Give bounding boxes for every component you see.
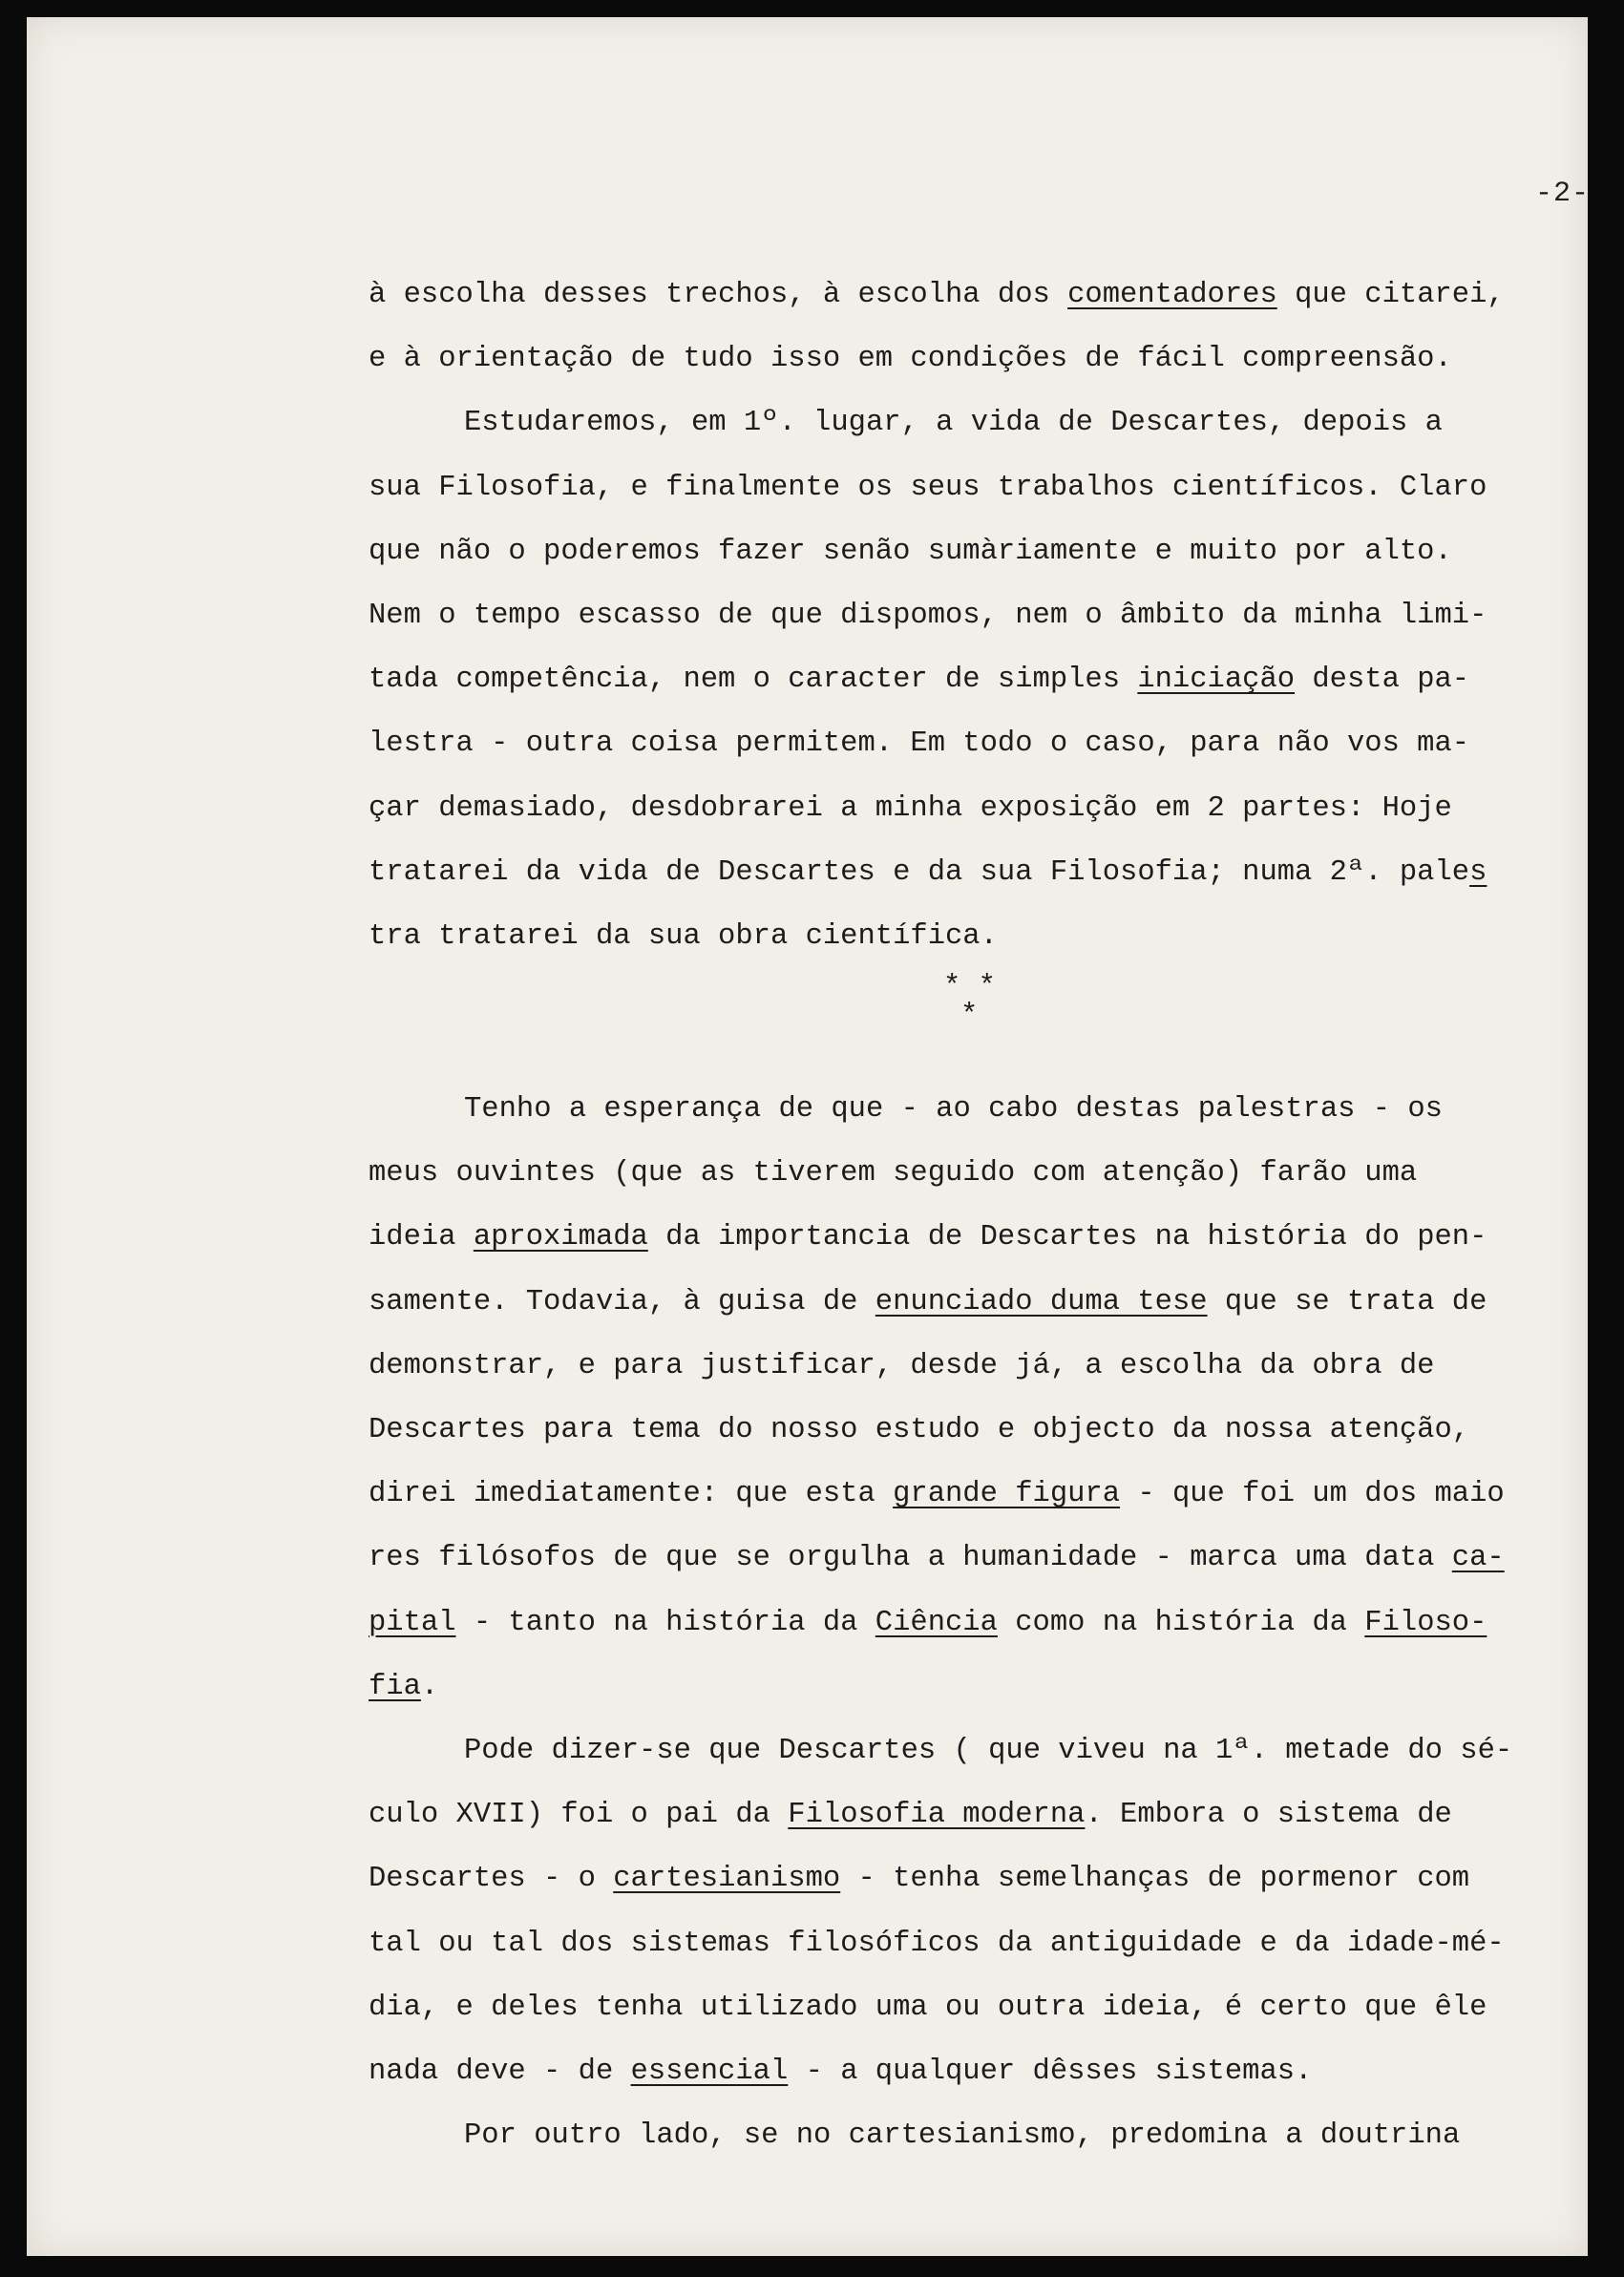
text-run: tal ou tal dos sistemas filosóficos da antiguidade e da idade-mé- [369,1927,1505,1960]
text-line [369,1142,1610,1206]
underlined-text: Filosofia moderna [788,1799,1086,1832]
text-run: Pode dizer-se que Descartes ( que viveu na 1ª. metade do sé- [464,1734,1513,1767]
text-line [369,264,1610,327]
underlined-text: Filoso- [1364,1606,1487,1639]
text-run: lestra - outra coisa permitem. Em todo o caso, para não vos ma- [369,727,1470,761]
text-line [369,327,1610,391]
text-run: Descartes para tema do nosso estudo e objecto da nossa atenção, [369,1414,1470,1446]
text-run: çar demasiado, desdobrarei a minha exposição em 2 partes: Hoje [369,791,1452,825]
text-run: ideia [369,1221,474,1254]
text-line [369,777,1610,841]
text-line [369,1783,1610,1847]
text-line [369,1527,1610,1591]
underlined-text: enunciado duma tese [875,1285,1208,1318]
underlined-text: fia [369,1670,421,1703]
text-run: como na história da [997,1606,1365,1639]
text-run: dia, e deles tenha utilizado uma ou outra ideia, é certo que êle [369,1991,1487,2024]
text-line [369,520,1610,584]
text-line [369,905,1610,969]
text-line [369,1271,1610,1335]
text-run: demonstrar, e para justificar, desde já, a escolha da obra de [369,1349,1435,1382]
text-run: samente. Todavia, à guisa de [369,1285,875,1318]
text-line [369,1976,1610,2040]
underlined-text: comentadores [1067,279,1277,311]
paragraph [369,1719,1610,2104]
underlined-text: s [1469,855,1487,889]
underlined-text: ca- [1451,1542,1505,1575]
underlined-text: iniciação [1137,664,1296,697]
text-line [369,584,1610,648]
text-line [369,1847,1610,1911]
text-line [369,1078,1610,1142]
paragraph [369,2104,1610,2168]
text-run: Nem o tempo escasso de que dispomos, nem o âmbito da minha limi- [369,599,1487,632]
text-line [369,1335,1610,1399]
section-separator [369,971,1610,1033]
text-run: culo XVII) foi o pai da [369,1799,789,1832]
text-line [369,841,1610,905]
underlined-text: Ciência [875,1606,998,1639]
text-run: . Embora o sistema de [1085,1799,1452,1832]
text-line [369,1592,1610,1655]
text-line [369,1399,1610,1463]
text-run: - a qualquer dêsses sistemas. [788,2055,1313,2088]
text-line [369,1655,1610,1719]
text-run: tra tratarei da sua obra científica. [369,919,998,953]
text-run: res filósofos de que se orgulha a humanidade - marca uma data [369,1542,1452,1575]
typewritten-page [27,17,1591,2256]
paragraph [369,391,1610,969]
text-line [369,2040,1610,2104]
paragraph [369,264,1610,391]
text-run: Tenho a esperança de que - ao cabo destas palestras - os [464,1093,1443,1127]
text-run: nada deve - de [369,2055,631,2088]
text-run: tratarei da vida de Descartes e da sua Filosofia; numa 2ª. pale [369,855,1470,889]
page-number: -2- [1535,178,1591,210]
text-run: direi imediatamente: que esta [369,1478,894,1511]
text-line [369,1719,1610,1783]
text-line [369,648,1610,712]
text-line [369,712,1610,776]
text-run: tada competência, nem o caracter de simples [369,664,1138,697]
text-line [369,1912,1610,1976]
text-run: à escolha desses trechos, à escolha dos [369,279,1068,311]
body-text [369,264,1610,2168]
asterism: * [960,1000,979,1033]
text-run: que não o poderemos fazer senão sumàriamente e muito por alto. [369,535,1452,568]
text-run: Por outro lado, se no cartesianismo, predomina a doutrina [464,2119,1461,2153]
text-run: - que foi um dos maio [1120,1478,1505,1511]
text-line [369,2104,1610,2168]
paragraph [369,1078,1610,1719]
text-run: desta pa- [1295,664,1470,697]
text-run: da importancia de Descartes na história do pen- [647,1221,1487,1254]
text-run: que citarei, [1276,279,1505,311]
underlined-text: pital [369,1606,456,1639]
text-run: meus ouvintes (que as tiverem seguido com atenção) farão uma [369,1157,1418,1191]
text-run: . [420,1670,439,1703]
text-run: - tanto na história da [455,1606,875,1639]
asterism: * * [943,971,996,1004]
underlined-text: essencial [630,2055,789,2088]
text-line [369,391,1610,455]
text-line [369,456,1610,520]
text-run: Estudaremos, em 1º. lugar, a vida de Descartes, depois a [464,407,1443,440]
text-line [369,1463,1610,1527]
text-run: - tenha semelhanças de pormenor com [840,1863,1470,1896]
text-run: e à orientação de tudo isso em condições de fácil compreensão. [369,343,1452,376]
text-run: sua Filosofia, e finalmente os seus trabalhos científicos. Claro [369,471,1487,504]
text-run: Descartes - o [369,1863,614,1896]
text-line [369,1206,1610,1270]
underlined-text: aproximada [473,1221,648,1254]
underlined-text: cartesianismo [613,1863,841,1896]
underlined-text: grande figura [893,1478,1121,1511]
text-run: que se trata de [1207,1285,1487,1318]
